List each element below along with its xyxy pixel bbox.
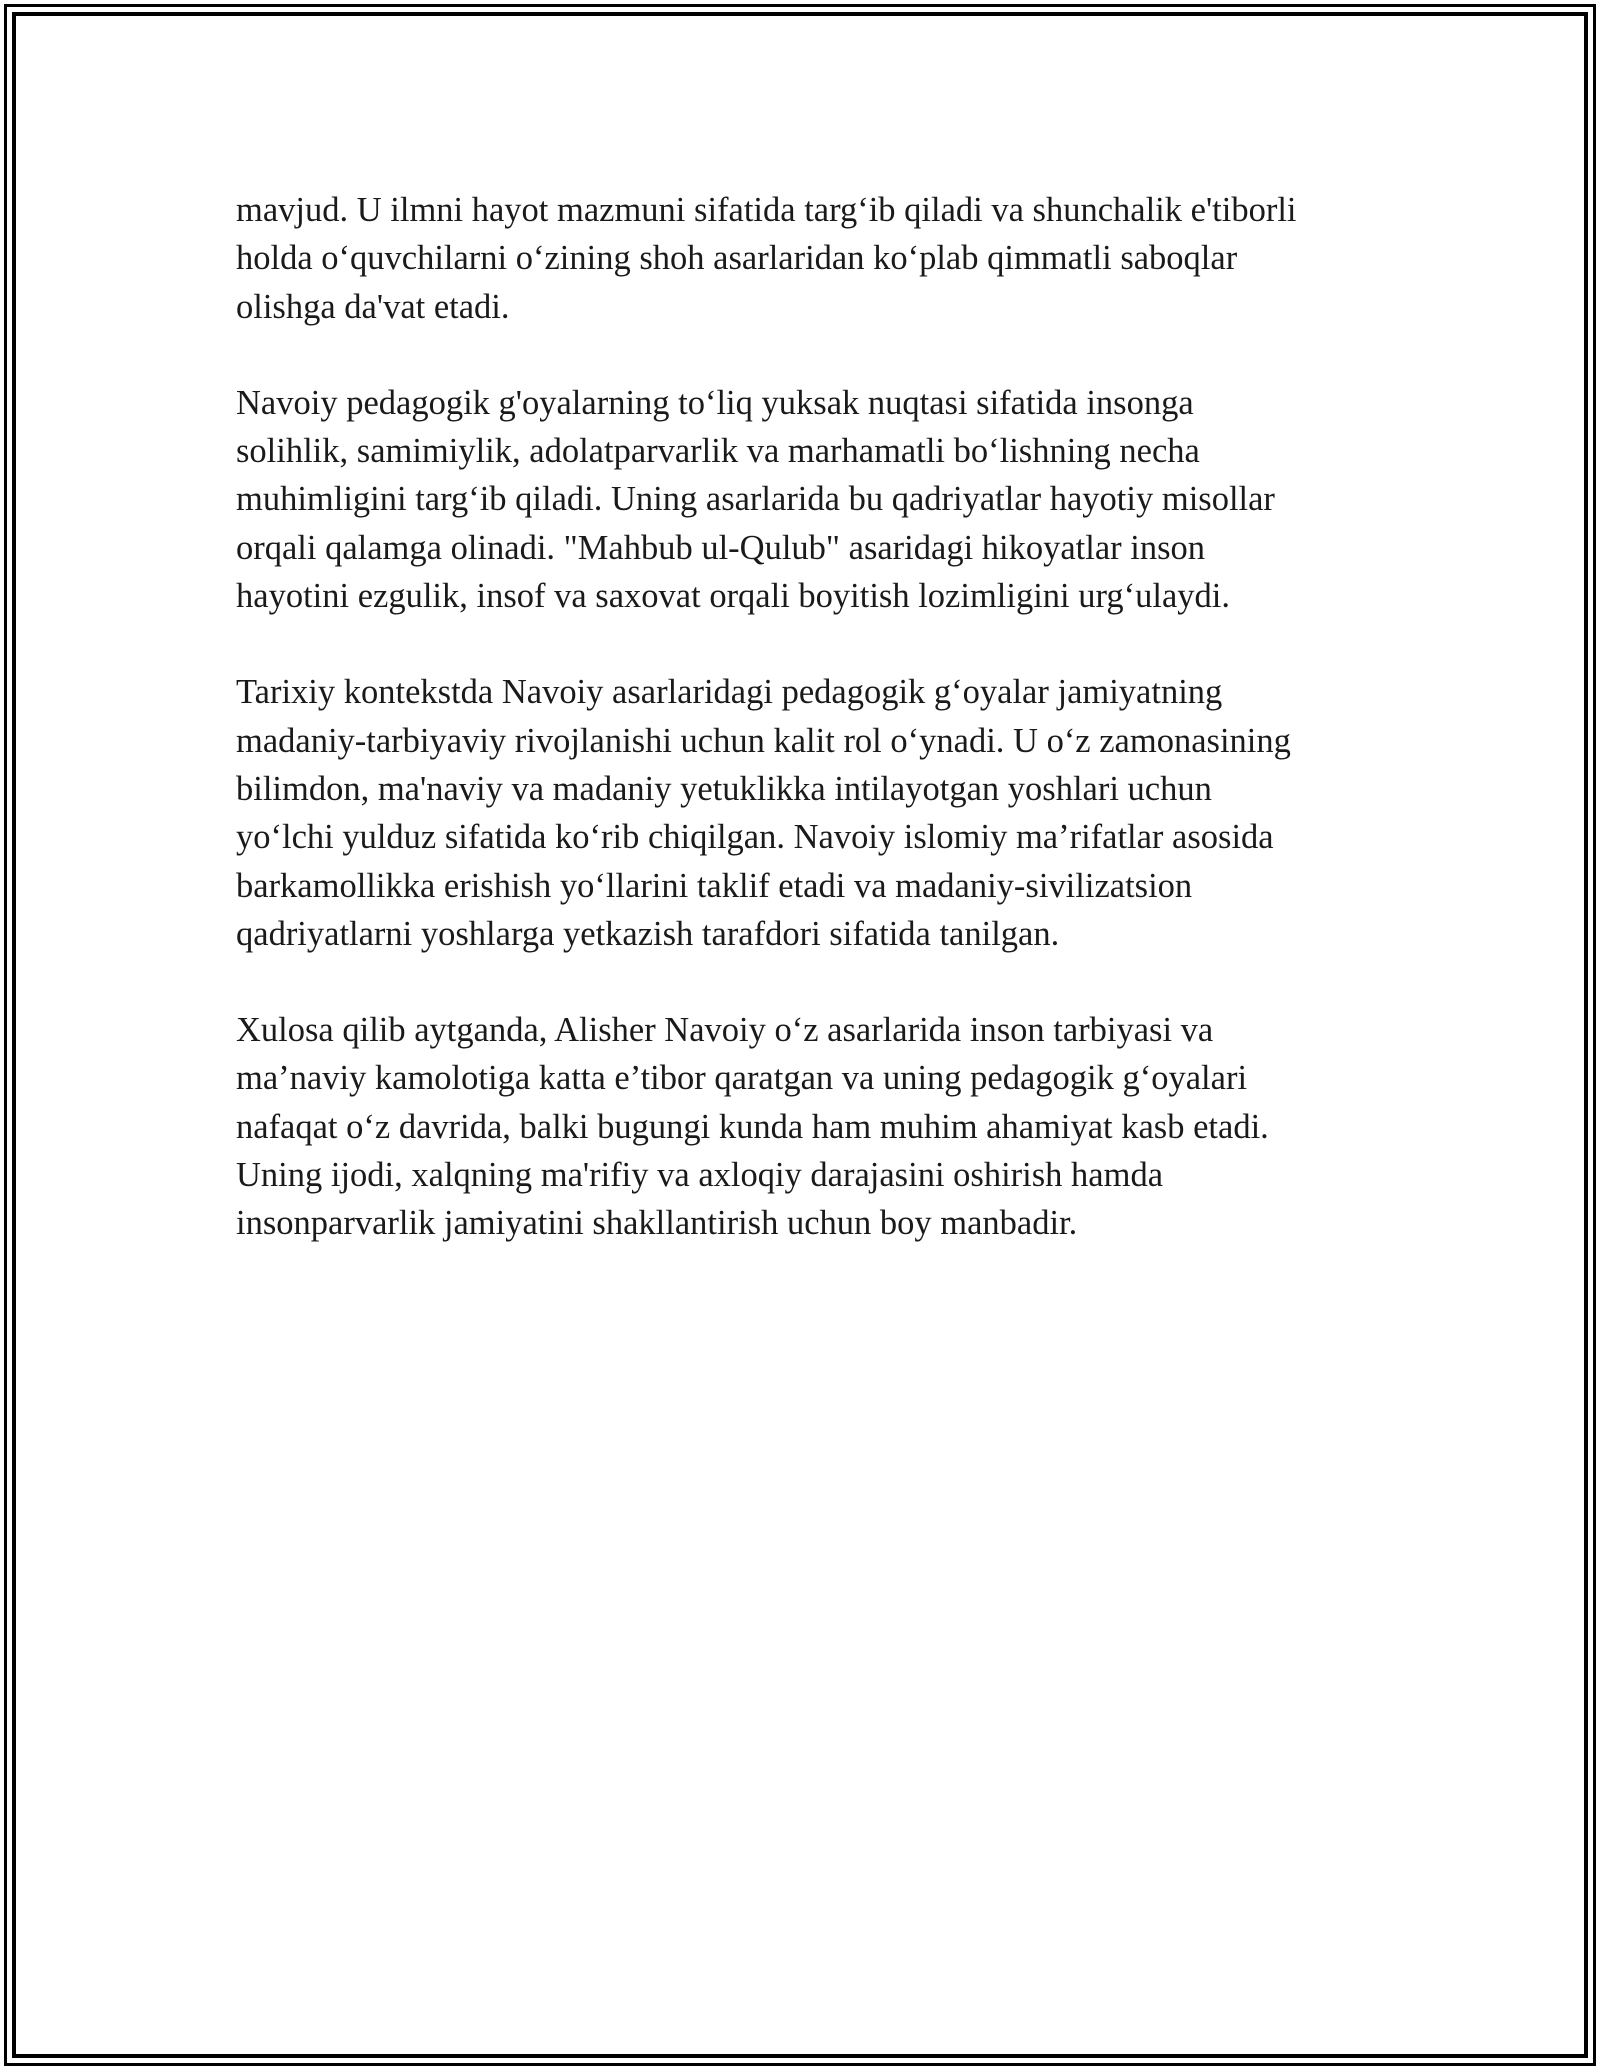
text-line: orqali qalamga olinadi. "Mahbub ul-Qulub" asaridagi hikoyatlar inson — [236, 528, 1206, 567]
text-line: olishga da'vat etadi. — [236, 287, 510, 326]
text-line: Xulosa qilib aytganda, Alisher Navoiy o‘z asarlarida inson tarbiyasi va — [236, 1011, 1214, 1050]
paragraph-3 — [236, 668, 1386, 958]
text-line: bilimdon, ma'naviy va madaniy yetuklikka intilayotgan yoshlari uchun — [236, 769, 1212, 808]
text-line: hayotini ezgulik, insof va saxovat orqali boyitish lozimligini urg‘ulaydi. — [236, 577, 1230, 616]
paragraph-4 — [236, 1006, 1386, 1247]
text-line: barkamollikka erishish yo‘llarini taklif etadi va madaniy-sivilizatsion — [236, 866, 1193, 905]
text-line: ma’naviy kamolotiga katta e’tibor qaratgan va uning pedagogik g‘oyalari — [236, 1059, 1248, 1098]
paragraph-1 — [236, 186, 1386, 331]
paragraph-2 — [236, 379, 1386, 620]
text-line: madaniy-tarbiyaviy rivojlanishi uchun kalit rol o‘ynadi. U o‘z zamonasining — [236, 721, 1291, 760]
document-body — [236, 186, 1386, 1296]
text-line: muhimligini targ‘ib qiladi. Uning asarlarida bu qadriyatlar hayotiy misollar — [236, 480, 1275, 519]
text-line: insonparvarlik jamiyatini shakllantirish uchun boy manbadir. — [236, 1204, 1078, 1243]
text-line: qadriyatlarni yoshlarga yetkazish tarafdori sifatida tanilgan. — [236, 914, 1060, 953]
text-line: mavjud. U ilmni hayot mazmuni sifatida targ‘ib qiladi va shunchalik e'tiborli — [236, 191, 1297, 229]
text-line: nafaqat o‘z davrida, balki bugungi kunda ham muhim ahamiyat kasb etadi. — [236, 1107, 1269, 1146]
text-line: solihlik, samimiylik, adolatparvarlik va marhamatli bo‘lishning necha — [236, 432, 1200, 471]
text-line: Tarixiy kontekstda Navoiy asarlaridagi pedagogik g‘oyalar jamiyatning — [236, 673, 1223, 712]
text-line: holda o‘quvchilarni o‘zining shoh asarlaridan ko‘plab qimmatli saboqlar — [236, 239, 1238, 278]
text-line: yo‘lchi yulduz sifatida ko‘rib chiqilgan. Navoiy islomiy ma’rifatlar asosida — [236, 818, 1274, 857]
text-line: Uning ijodi, xalqning ma'rifiy va axloqiy darajasini oshirish hamda — [236, 1156, 1164, 1195]
text-line: Navoiy pedagogik g'oyalarning to‘liq yuksak nuqtasi sifatida insonga — [236, 383, 1194, 422]
